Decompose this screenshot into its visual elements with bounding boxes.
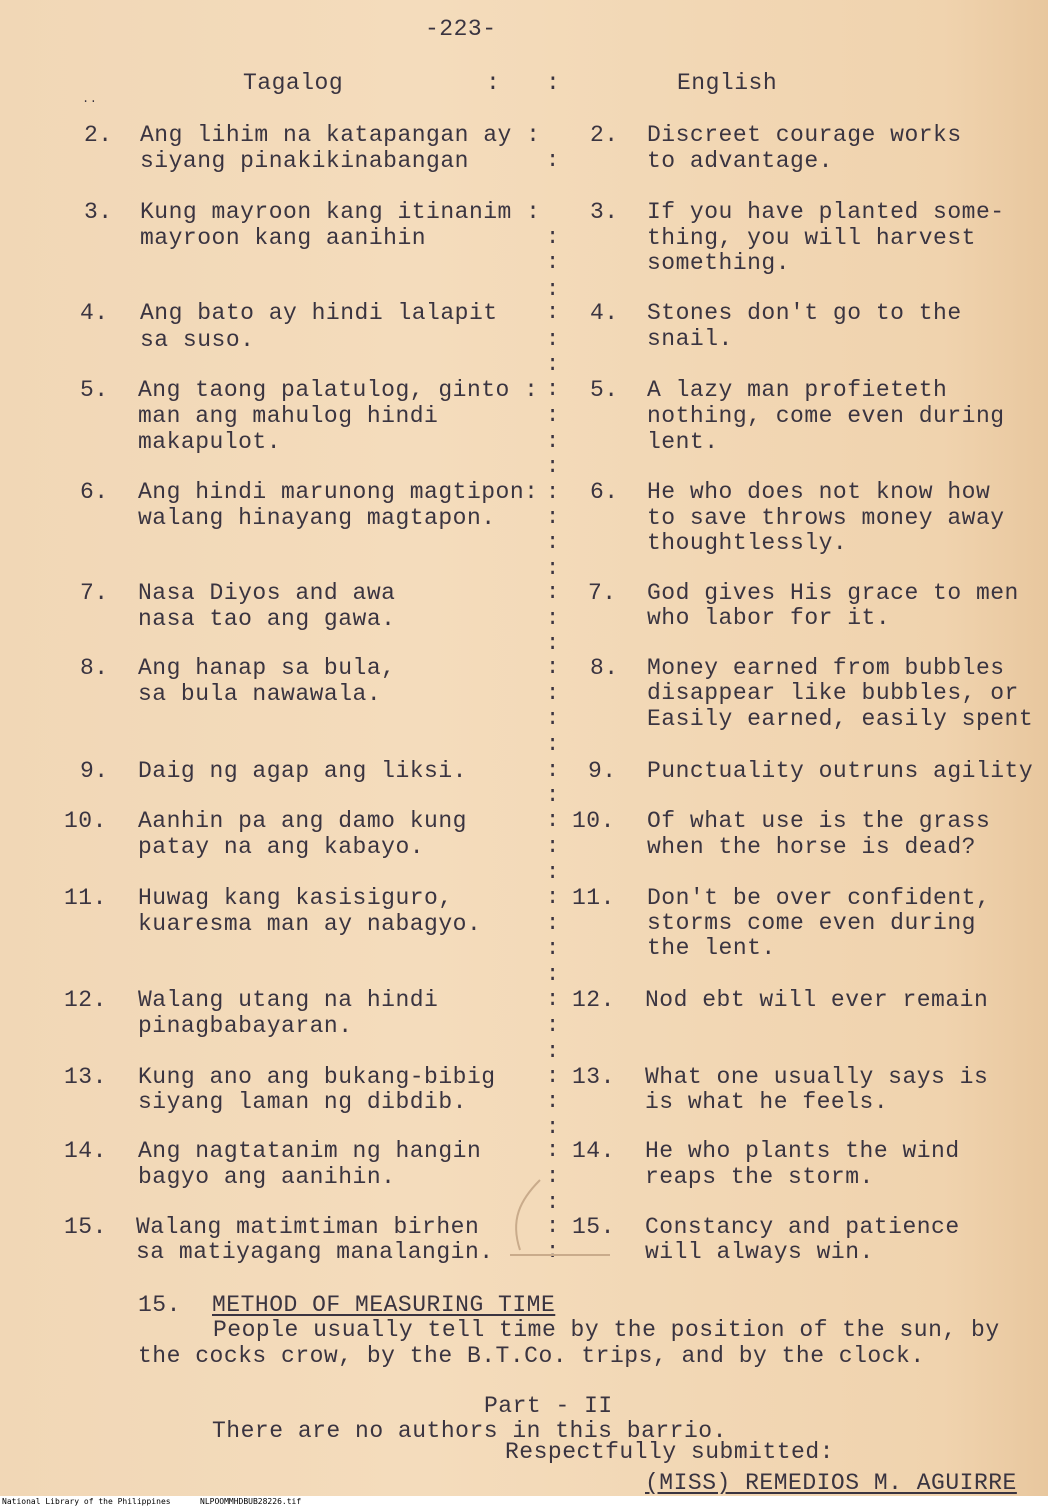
english-line: God gives His grace to men (647, 580, 1019, 606)
column-separator: : (546, 530, 560, 555)
tagalog-line: Huwag kang kasisiguro, (138, 885, 453, 911)
row-number: 7. (80, 580, 109, 606)
column-separator: : (546, 606, 560, 631)
column-separator: : (546, 655, 560, 680)
pencil-mark (490, 1160, 620, 1270)
column-separator: : (546, 1239, 560, 1264)
tagalog-line: Ang hanap sa bula, (138, 655, 396, 681)
english-line: Of what use is the grass (647, 808, 991, 834)
row-number: 2. (84, 122, 113, 148)
tagalog-line: makapulot. (138, 429, 282, 455)
column-separator: : (546, 1164, 560, 1189)
column-separator: : (546, 911, 560, 936)
section-number: 15. (138, 1292, 181, 1318)
english-line: If you have planted some- (647, 199, 1005, 225)
english-number: 14. (572, 1138, 615, 1164)
english-line: Nod ebt will ever remain (645, 987, 989, 1013)
english-line: to advantage. (647, 148, 833, 174)
english-number: 3. (590, 199, 619, 225)
tagalog-line: sa suso. (140, 327, 255, 353)
column-separator: : (546, 987, 560, 1012)
english-line: lent. (647, 429, 719, 455)
column-separator: : (546, 783, 560, 808)
english-number: 7. (588, 580, 617, 606)
english-line: something. (647, 250, 791, 276)
tagalog-line: sa bula nawawala. (138, 681, 382, 707)
english-number: 12. (572, 987, 615, 1013)
english-line: Punctuality outruns agility (647, 758, 1034, 784)
column-separator: : (546, 936, 560, 961)
english-line: He who plants the wind (645, 1138, 960, 1164)
tagalog-line: Walang matimtiman birhen (136, 1214, 480, 1240)
english-number: 11. (572, 885, 615, 911)
english-number: 9. (588, 758, 617, 784)
english-line: disappear like bubbles, or (647, 680, 1019, 706)
english-number: 2. (590, 122, 619, 148)
english-line: to save throws money away (647, 505, 1005, 531)
column-separator: : (546, 1115, 560, 1140)
tagalog-line: Ang hindi marunong magtipon: (138, 479, 539, 505)
row-number: 12. (64, 987, 107, 1013)
tagalog-line: sa matiyagang manalangin. (136, 1239, 494, 1265)
column-separator: : (546, 1013, 560, 1038)
column-separator: : (546, 681, 560, 706)
english-number: 15. (572, 1214, 615, 1240)
english-line: storms come even during (647, 910, 976, 936)
english-line: What one usually says is (645, 1064, 989, 1090)
column-separator: : (546, 250, 560, 275)
section-title: METHOD OF MEASURING TIME (212, 1292, 556, 1318)
column-separator: : (546, 300, 560, 325)
column-separator: : (546, 377, 560, 402)
row-number: 9. (80, 758, 109, 784)
row-number: 14. (64, 1138, 107, 1164)
column-separator: : (546, 631, 560, 656)
column-separator: : (546, 706, 560, 731)
tagalog-line: man ang mahulog hindi (138, 403, 439, 429)
tagalog-line: Ang lihim na katapangan ay : (140, 122, 541, 148)
english-line: He who does not know how (647, 479, 991, 505)
row-number: 15. (64, 1214, 107, 1240)
column-header-separator: : (546, 70, 561, 96)
row-number: 3. (84, 199, 113, 225)
column-separator: : (546, 327, 560, 352)
english-line: nothing, come even during (647, 403, 1005, 429)
column-separator: : (546, 556, 560, 581)
column-separator: : (546, 1089, 560, 1114)
column-separator: : (546, 962, 560, 987)
tagalog-line: kuaresma man ay nabagyo. (138, 911, 482, 937)
column-header-separator: : (486, 70, 501, 96)
tagalog-line: bagyo ang aanihin. (138, 1164, 396, 1190)
row-number: 4. (80, 300, 109, 326)
english-line: is what he feels. (645, 1089, 889, 1115)
column-separator: : (546, 580, 560, 605)
tagalog-line: Aanhin pa ang damo kung (138, 808, 467, 834)
english-number: 13. (572, 1064, 615, 1090)
column-header-tagalog: Tagalog (243, 70, 344, 96)
english-number: 5. (590, 377, 619, 403)
column-separator: : (546, 352, 560, 377)
english-line: thing, you will harvest (647, 225, 976, 251)
english-line: the lent. (647, 935, 776, 961)
row-number: 11. (64, 885, 107, 911)
tagalog-line: Ang taong palatulog, ginto : (138, 377, 539, 403)
column-separator: : (546, 277, 560, 302)
library-credit: National Library of the Philippines (2, 1497, 171, 1506)
part-heading: Part - II (484, 1393, 613, 1419)
column-separator: : (546, 1138, 560, 1163)
column-separator: : (546, 505, 560, 530)
column-separator: : (546, 1190, 560, 1215)
section-body-line: People usually tell time by the position of the sun, by (213, 1317, 1000, 1343)
english-line: who labor for it. (647, 605, 891, 631)
tagalog-line: walang hinayang magtapon. (138, 505, 496, 531)
english-line: Don't be over confident, (647, 885, 991, 911)
english-line: A lazy man profieteth (647, 377, 948, 403)
column-separator: : (546, 148, 560, 173)
part-text: There are no authors in this barrio. (212, 1418, 727, 1444)
column-separator: : (546, 429, 560, 454)
page-number: -223- (425, 16, 497, 42)
tagalog-line: patay na ang kabayo. (138, 834, 425, 860)
english-line: Money earned from bubbles (647, 655, 1005, 681)
column-separator: : (546, 732, 560, 757)
tagalog-line: Kung ano ang bukang-bibig (138, 1064, 496, 1090)
signature-line: (MISS) REMEDIOS M. AGUIRRE (645, 1470, 1017, 1496)
column-separator: : (546, 1039, 560, 1064)
row-number: 13. (64, 1064, 107, 1090)
tagalog-line: Daig ng agap ang liksi. (138, 758, 467, 784)
column-separator: : (546, 834, 560, 859)
tagalog-line: Kung mayroon kang itinanim : (140, 199, 541, 225)
english-line: when the horse is dead? (647, 834, 976, 860)
section-body-line: the cocks crow, by the B.T.Co. trips, and by the clock. (138, 1343, 925, 1369)
english-line: thoughtlessly. (647, 530, 848, 556)
tagalog-line: nasa tao ang gawa. (138, 606, 396, 632)
column-separator: : (546, 758, 560, 783)
column-separator: : (546, 885, 560, 910)
column-separator: : (546, 480, 560, 505)
english-number: 4. (590, 300, 619, 326)
column-separator: : (546, 860, 560, 885)
english-line: Discreet courage works (647, 122, 962, 148)
tagalog-line: pinagbabayaran. (138, 1013, 353, 1039)
row-number: 10. (64, 808, 107, 834)
column-separator: : (546, 454, 560, 479)
column-separator: : (546, 1064, 560, 1089)
english-line: Constancy and patience (645, 1214, 960, 1240)
english-number: 6. (590, 479, 619, 505)
tagalog-line: siyang laman ng dibdib. (138, 1089, 467, 1115)
english-line: snail. (647, 326, 733, 352)
column-separator: : (546, 403, 560, 428)
english-line: reaps the storm. (645, 1164, 874, 1190)
tagalog-line: Ang bato ay hindi lalapit (140, 300, 498, 326)
tagalog-line: mayroon kang aanihin (140, 225, 427, 251)
english-number: 8. (590, 655, 619, 681)
column-separator: : (546, 808, 560, 833)
column-separator: : (546, 225, 560, 250)
row-number: 6. (80, 479, 109, 505)
row-number: 8. (80, 655, 109, 681)
english-number: 10. (572, 808, 615, 834)
closing-line: Respectfully submitted: (505, 1439, 834, 1465)
row-number: 5. (80, 377, 109, 403)
scan-footer (0, 1496, 1048, 1508)
tagalog-line: Ang nagtatanim ng hangin (138, 1138, 482, 1164)
tagalog-line: Nasa Diyos and awa (138, 580, 396, 606)
stray-mark: .. (82, 92, 98, 106)
english-line: will always win. (645, 1239, 874, 1265)
tagalog-line: siyang pinakikinabangan (140, 148, 469, 174)
english-line: Easily earned, easily spent (647, 706, 1034, 732)
tagalog-line: Walang utang na hindi (138, 987, 439, 1013)
column-separator: : (546, 1214, 560, 1239)
column-header-english: English (677, 70, 778, 96)
scan-filename: NLPOOMMHDBUB28226.tif (200, 1497, 302, 1506)
english-line: Stones don't go to the (647, 300, 962, 326)
